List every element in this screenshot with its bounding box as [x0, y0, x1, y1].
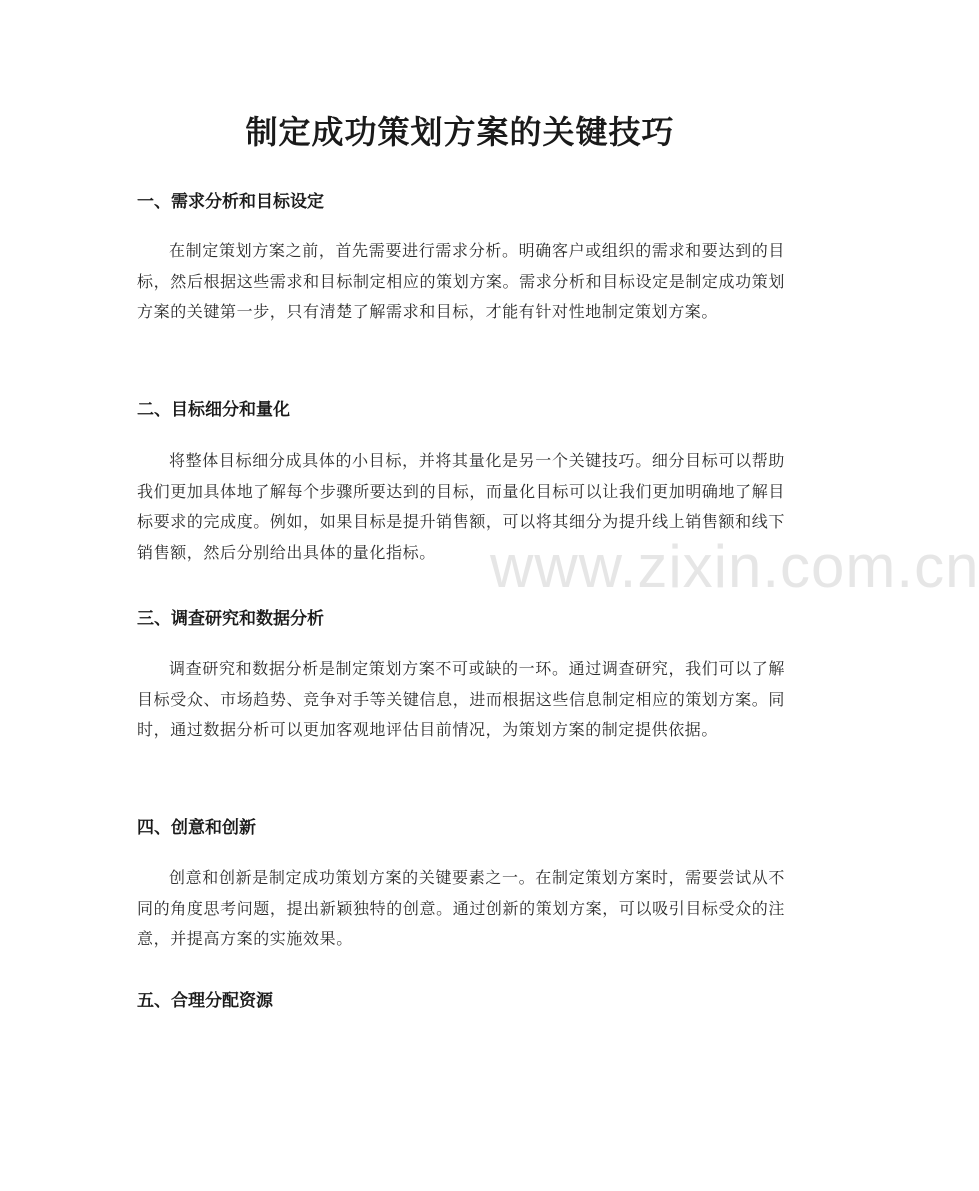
section-heading-2: 二、目标细分和量化 [137, 400, 290, 420]
section-heading-5: 五、合理分配资源 [137, 991, 273, 1011]
section-heading-1: 一、需求分析和目标设定 [137, 192, 324, 212]
document-title: 制定成功策划方案的关键技巧 [245, 113, 675, 151]
section-paragraph-1: 在制定策划方案之前，首先需要进行需求分析。明确客户或组织的需求和要达到的目标，然后根据这些需求和目标制定相应的策划方案。需求分析和目标设定是制定成功策划方案的关键第一步，只有清楚了解需求和目标，才能有针对性地制定策划方案。 [137, 241, 785, 321]
watermark: www.zixin.com.cn [490, 533, 979, 600]
section-paragraph-3: 调查研究和数据分析是制定策划方案不可或缺的一环。通过调查研究，我们可以了解目标受众、市场趋势、竞争对手等关键信息，进而根据这些信息制定相应的策划方案。同时，通过数据分析可以更加客观地评估目前情况，为策划方案的制定提供依据。 [137, 659, 785, 739]
section-paragraph-4: 创意和创新是制定成功策划方案的关键要素之一。在制定策划方案时，需要尝试从不同的角度思考问题，提出新颖独特的创意。通过创新的策划方案，可以吸引目标受众的注意，并提高方案的实施效果。 [137, 868, 785, 948]
section-heading-3: 三、调查研究和数据分析 [137, 609, 324, 629]
section-paragraph-2: 将整体目标细分成具体的小目标，并将其量化是另一个关键技巧。细分目标可以帮助我们更加具体地了解每个步骤所要达到的目标，而量化目标可以让我们更加明确地了解目标要求的完成度。例如，如果目标是提升销售额，可以将其细分为提升线上销售额和线下销售额，然后分别给出具体的量化指标。 [137, 451, 785, 562]
section-heading-4: 四、创意和创新 [137, 818, 256, 838]
